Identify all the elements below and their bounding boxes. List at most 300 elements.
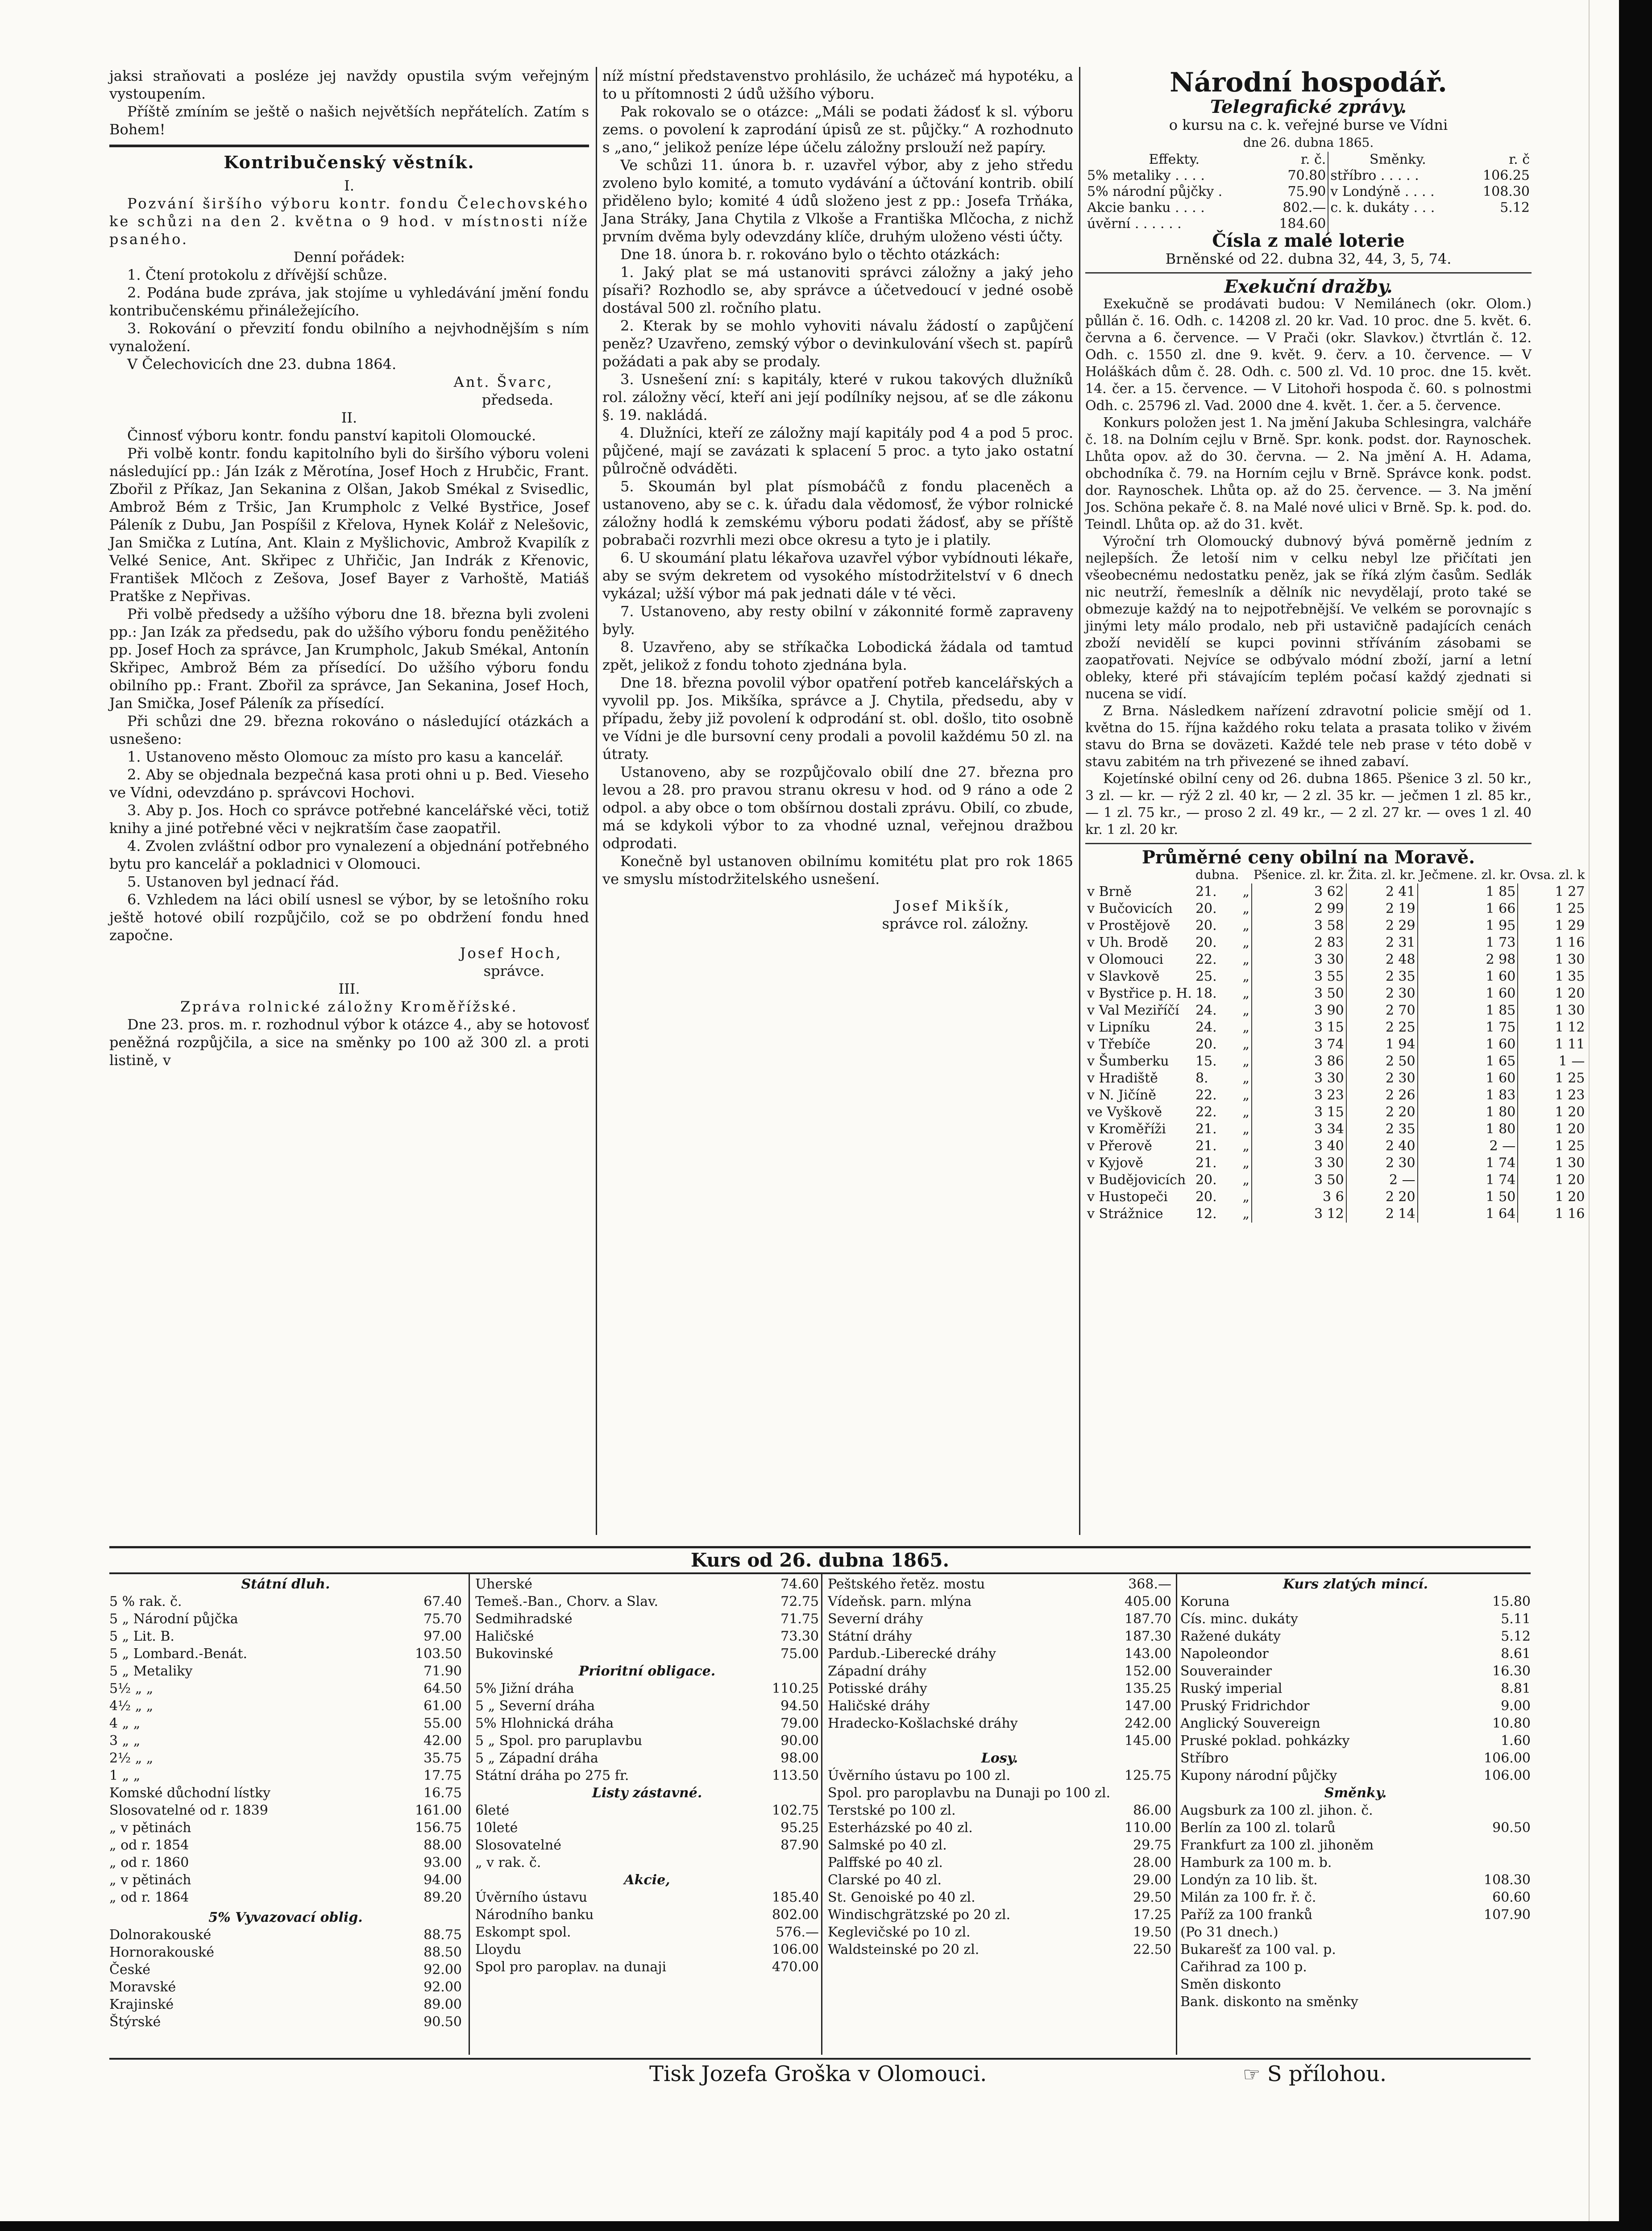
rate-row: [109, 1854, 462, 1871]
table-row: [1085, 1104, 1586, 1121]
rate-value: 5.11: [1501, 1611, 1531, 1627]
rate-row: [1180, 1889, 1531, 1906]
rate-row: [828, 1889, 1171, 1906]
rate-label: Berlín za 100 zl. tolarů: [1180, 1820, 1336, 1836]
grain-cell: 1 85: [1418, 883, 1518, 900]
rate-row: [828, 1680, 1171, 1697]
grain-cell: 2 —: [1418, 1138, 1518, 1155]
grain-cell: 1 83: [1418, 1087, 1518, 1104]
rate-row: [1180, 1802, 1531, 1819]
rate-label: Terstské po 100 zl.: [828, 1803, 956, 1818]
rate-label: Uherské: [475, 1576, 533, 1592]
telegraf-cell: Akcie banku . . . .: [1087, 200, 1205, 216]
rate-row: [109, 1819, 462, 1837]
rate-label: Hornorakouské: [109, 1945, 215, 1960]
grain-cell: 2 83: [1252, 934, 1346, 951]
rate-value: 107.90: [1484, 1907, 1531, 1923]
grain-cell: 1 12: [1518, 1019, 1586, 1036]
rate-label: 5% Hlohnická dráha: [475, 1716, 614, 1731]
grain-cell: 1 74: [1418, 1155, 1518, 1172]
grain-cell: 2 31: [1346, 934, 1418, 951]
grain-cell: 2 48: [1346, 951, 1418, 968]
rate-label: Milán za 100 fr. ř. č.: [1180, 1890, 1316, 1905]
rate-label: Státní dráhy: [828, 1629, 912, 1644]
rate-row: [828, 1663, 1171, 1680]
rate-label: Krajinské: [109, 1997, 174, 2012]
grain-cell: 22.: [1195, 1087, 1217, 1103]
rate-row: [109, 1926, 462, 1944]
exec-para: Exekučně se prodávati budou: V Nemilánech (okr. Olom.) půllán č. 16. Odh. c. 14208 zl. 20 kr. Vad. 10 proc. dne 5. květ. 6. června a 6. července. — V Prači (okr. Slavkov.) čtvrtlán č. 12. Odh. c. 1550 zl. dne 9. květ. 9. červ. a 10. července. — V Holáškách dům č. 28. Odh. c. 500 zl. Vd. 10 proc. dne 15. květ. 14. čer. a 15. července. — V Litohoři hospoda č. 60. s polnostmi Odh. c. 25796 zl. Vad. 2000 dne 4. květ. 1. čer. a 5. července.: [1085, 296, 1532, 414]
rate-row: [828, 1837, 1171, 1854]
rate-value: 75.00: [780, 1646, 819, 1662]
s2-para: 1. Ustanoveno město Olomouc za místo pro kasu a kancelář.: [127, 748, 564, 765]
table-row: [1085, 917, 1586, 934]
telegraf-header-row: [1085, 152, 1532, 168]
s2-para: Při schůzi dne 29. března rokováno o následující otázkách a usnešeno:: [109, 713, 589, 747]
grain-cell: 1 94: [1346, 1036, 1418, 1053]
rate-value: 88.75: [423, 1927, 462, 1943]
grain-cell: v Lipníku: [1087, 1020, 1150, 1035]
rate-value: 35.75: [423, 1750, 462, 1766]
grain-cell: 1 75: [1418, 1019, 1518, 1036]
table-row: [1085, 1019, 1586, 1036]
rate-row: [475, 1924, 819, 1941]
telegraf-table: [1085, 152, 1532, 232]
rate-value: 94.00: [423, 1872, 462, 1888]
rate-row: [475, 1697, 819, 1715]
rate-value: 97.00: [423, 1629, 462, 1644]
rate-row: [1180, 1941, 1531, 1958]
table-row: [1085, 968, 1586, 985]
rate-row: [475, 1576, 819, 1593]
table-row: [1085, 1155, 1586, 1172]
rate-label: Pardub.-Liberecké dráhy: [828, 1646, 996, 1662]
supplement-note: [1243, 2061, 1386, 2087]
rate-row: [1180, 1628, 1531, 1645]
kurs-subtitle: Akcie,: [624, 1872, 670, 1888]
grain-cell: „: [1242, 1172, 1249, 1188]
rate-label: 5 „ Západní dráha: [475, 1750, 598, 1766]
rate-row: [109, 1628, 462, 1645]
grain-cell: 2 30: [1346, 1155, 1418, 1172]
grain-cell: 2 26: [1346, 1087, 1418, 1104]
page-edge-right: [1619, 0, 1652, 2231]
table-row: [1085, 951, 1586, 968]
rate-row: [109, 1944, 462, 1961]
grain-cell: 20.: [1195, 935, 1217, 950]
grain-cell: v Šumberku: [1087, 1053, 1169, 1069]
grain-cell: 3 30: [1252, 951, 1346, 968]
rate-value: 145.00: [1125, 1733, 1171, 1749]
col2-para: 5. Skoumán byl plat písmobáčů z fondu placeněch a ustanoveno, aby se c. k. úřadu dala vědomosť, že výbor rolnické záložny hodlá k zemskému výboru podati žádosť, aby se příště pobrabači rozvrhli mezi obce okresu a tyto je i platily.: [602, 478, 1073, 548]
national-economist-title: Národní hospodář.: [1170, 67, 1447, 98]
rate-label: 5 „ Lit. B.: [109, 1629, 174, 1644]
rate-value: 67.40: [423, 1594, 462, 1609]
printer-imprint: Tisk Jozefa Groška v Olomouci.: [649, 2061, 987, 2086]
grain-cell: 22.: [1195, 1104, 1217, 1120]
grain-cell: 1 25: [1518, 1070, 1586, 1087]
rate-row: [109, 1802, 462, 1819]
grain-cell: 1 27: [1518, 883, 1586, 900]
table-row: [1085, 934, 1586, 951]
grain-cell: 3 15: [1252, 1019, 1346, 1036]
rate-value: 42.00: [423, 1733, 462, 1749]
col2-para: 2. Kterak by se mohlo vyhoviti návalu žádostí o zapůjčení peněz? Uzavřeno, zemský výbor o devinkulování všech st. papírů požádati a pak aby se prodaly.: [602, 317, 1073, 370]
rate-row: [475, 1750, 819, 1767]
kurs-column-state-debt: [109, 1576, 462, 2031]
s1-signature: Ant. Švarc,: [453, 373, 553, 390]
grain-cell: 1 30: [1518, 1002, 1586, 1019]
rate-label: Windischgrätzské po 20 zl.: [828, 1907, 1011, 1923]
grain-cell: „: [1242, 1070, 1249, 1086]
s2-para: Činnosť výboru kontr. fondu panství kapitoli Olomoucké.: [127, 427, 536, 444]
grain-cell: 1 20: [1518, 1121, 1586, 1138]
grain-cell: 3 74: [1252, 1036, 1346, 1053]
grain-cell: 1 16: [1518, 934, 1586, 951]
rate-value: 161.00: [415, 1803, 462, 1818]
table-row: [1085, 1087, 1586, 1104]
rate-label: 5 „ Metaliky: [109, 1663, 193, 1679]
rate-row: [1180, 1593, 1531, 1610]
kurs-column-2: [475, 1576, 819, 1976]
rate-label: 3 „ „: [109, 1733, 141, 1749]
rate-row: [828, 1576, 1171, 1593]
rate-row: [475, 1889, 819, 1906]
rate-value: 61.00: [423, 1698, 462, 1714]
s3-para: Dne 23. pros. m. r. rozhodnul výbor k otázce 4., aby se hotovosť peněžná rozpůjčila, a sice na směnky po 100 až 300 zl. a proti listině, v: [109, 1016, 589, 1069]
intro-para-1: jaksi straňovati a posléze jej navždy opustila svým veřejným vystoupením.: [109, 67, 589, 102]
rate-row: [1180, 1993, 1531, 2011]
rate-value: [1127, 1784, 1171, 1802]
rate-row: [109, 1610, 462, 1628]
rate-label: Eskompt spol.: [475, 1924, 571, 1940]
grain-title: Průměrné ceny obilní na Moravě.: [1141, 847, 1475, 868]
rate-row: [109, 1871, 462, 1889]
telegraf-cell: 5% metaliky . . . .: [1087, 168, 1205, 183]
grain-cell: 3 50: [1252, 1172, 1346, 1189]
rate-row: [109, 1767, 462, 1784]
rate-value: [1486, 1837, 1531, 1854]
exec-para: Výroční trh Olomoucký dubnový bývá poměrně jedním z nejlepších. Že letoší nim v celku nebyl lze přičítati jen všeobecnému nedostatku peněz, jak se říká zlým časům. Sedlák nic neutrží, řemeslník a dělník nic nevydělají, proto také se obmezuje každý na to nejpotřebnější. Ve velkém se porovnajíc s jinými lety málo prodalo, neb při ustavičně padajících cenách zboží nevidělí se kupci povinni stříváním zásobami se zaopatřovati. Nejvíce se odbývalo módní zboží, jarní a letní obleky, které při stávajícím teplém počasí každý zjednati si nucena se vidí.: [1085, 534, 1532, 702]
col2-para: 8. Uzavřeno, aby se stříkačka Lobodická žádala od tamtud zpět, jelikož z fondu tohoto zjednána byla.: [602, 639, 1073, 673]
grain-cell: 24.: [1195, 1020, 1217, 1035]
rate-label: „ v pětinách: [109, 1820, 191, 1836]
col2-para: Dne 18. března povolil výbor opatření potřeb kancelářských a vyvolil pp. Jos. Mikšíka, správce a J. Chytila, předsedu, aby v případu, žeby již povolení k odprodání st. obl. došlo, tito osobně ve Vídni je dle bursovní ceny prodali a povolil každému 50 zl. na útraty.: [602, 674, 1073, 763]
rate-label: Frankfurt za 100 zl. jihoněm: [1180, 1837, 1374, 1853]
rate-value: 17.75: [423, 1768, 462, 1783]
section-number-2: II.: [341, 409, 357, 426]
grain-cell: „: [1242, 884, 1249, 900]
rate-label: Haličské: [475, 1629, 534, 1644]
rate-value: 90.50: [423, 2014, 462, 2030]
rate-value: 98.00: [780, 1750, 819, 1766]
rate-label: Slosovatelné od r. 1839: [109, 1803, 268, 1818]
rate-label: Esterházské po 40 zl.: [828, 1820, 973, 1836]
rate-row: [1180, 1871, 1531, 1889]
rate-row: [109, 1593, 462, 1610]
rate-row: [1180, 1715, 1531, 1732]
rate-row: [475, 1628, 819, 1645]
rate-label: Moravské: [109, 1979, 176, 1995]
rate-row: [1180, 1732, 1531, 1750]
rate-label: Ruský imperial: [1180, 1681, 1283, 1696]
rate-label: Státní dráha po 275 fr.: [475, 1768, 629, 1783]
s1-para: Pozvání širšího výboru kontr. fondu Čelechovského ke schůzi na den 2. května o 9 hod. v místnosti níže psaného.: [109, 195, 589, 248]
rate-value: 110.00: [1125, 1820, 1171, 1836]
grain-cell: „: [1242, 1037, 1249, 1052]
rate-label: 4 „ „: [109, 1716, 141, 1731]
rate-value: 9.00: [1501, 1698, 1531, 1714]
section-title-kontribucensky: Kontribučenský věstník.: [224, 152, 475, 172]
col2-para: Pak rokovalo se o otázce: „Máli se podati žádosť k sl. výboru zems. o povolení k zaprodání úpisů ze st. půjčky.“ A rozhodnuto s „ano,“ jelikož peníze lépe účelu záložny prslouží než papíry.: [602, 103, 1073, 156]
rate-value: 470.00: [772, 1959, 819, 1975]
kurs-subtitle: Losy.: [981, 1750, 1018, 1766]
rate-row: [475, 1645, 819, 1663]
rate-row: [828, 1784, 1171, 1802]
table-row: [1085, 216, 1532, 232]
grain-cell: v Val Meziříčí: [1087, 1003, 1179, 1018]
grain-cell: 1 11: [1518, 1036, 1586, 1053]
grain-cell: v Strážnice: [1087, 1206, 1163, 1222]
section-number-1: I.: [344, 177, 354, 194]
grain-cell: „: [1242, 1155, 1249, 1171]
grain-cell: v Slavkově: [1087, 969, 1160, 984]
divider: [1085, 843, 1532, 844]
rate-row: [1180, 1976, 1531, 1993]
grain-cell: v Hradiště: [1087, 1070, 1158, 1086]
rate-row: [1180, 1924, 1531, 1941]
rate-row: [828, 1924, 1171, 1941]
grain-header: dubna.: [1195, 867, 1239, 882]
table-row: [1085, 184, 1532, 200]
grain-cell: 2 70: [1346, 1002, 1418, 1019]
rate-row: [475, 1819, 819, 1837]
rate-label: 1 „ „: [109, 1768, 141, 1783]
grain-cell: 3 86: [1252, 1053, 1346, 1070]
rate-row: [828, 1610, 1171, 1628]
rate-row: [475, 1593, 819, 1610]
exec-title: Exekuční dražby.: [1224, 276, 1393, 297]
divider: [1085, 272, 1532, 274]
rate-label: „ od r. 1864: [109, 1890, 189, 1905]
rate-row: [109, 1961, 462, 1978]
rate-value: 73.30: [780, 1629, 819, 1644]
telegraf-cell: [1467, 216, 1532, 232]
telegraf-cell: 802.—: [1283, 200, 1326, 216]
rate-row: [109, 1784, 462, 1802]
rate-label: Augsburk za 100 zl. jihon. č.: [1180, 1803, 1373, 1818]
table-row: [1085, 1121, 1586, 1138]
grain-cell: v Bystřice p. H.: [1087, 986, 1192, 1001]
rate-row: [828, 1941, 1171, 1958]
rate-label: České: [109, 1962, 151, 1978]
rate-value: 405.00: [1125, 1594, 1171, 1609]
rate-value: [1486, 1924, 1531, 1941]
intro-para-2: Příště zmíním se ještě o našich největších nepřátelích. Zatím s Bohem!: [109, 103, 589, 138]
rate-label: Hamburk za 100 m. b.: [1180, 1855, 1332, 1870]
table-row: [1085, 1172, 1586, 1189]
grain-cell: 3 30: [1252, 1155, 1346, 1172]
col2-para: Ustanoveno, aby se rozpůjčovalo obilí dne 27. března pro levou a 28. pro pravou stranu okresu v hod. od 9 ráno a ode 2 odpol. a aby obce o tom obšírnou dostali zprávu. Obilí, co zbude, má se kdykoli výbor to za vhodné uznal, veřejnou dražbou odprodati.: [602, 763, 1073, 852]
rate-row: [828, 1819, 1171, 1837]
grain-cell: 1 80: [1418, 1121, 1518, 1138]
rate-label: Kupony národní půjčky: [1180, 1768, 1337, 1783]
rate-row: [1180, 1697, 1531, 1715]
grain-cell: „: [1242, 969, 1249, 984]
telegraf-header: Effekty.: [1149, 152, 1200, 167]
rate-label: Bukovinské: [475, 1646, 553, 1662]
rate-value: 29.50: [1133, 1890, 1171, 1905]
rate-value: 102.75: [772, 1803, 819, 1818]
rate-row: [475, 1854, 819, 1871]
exec-para: Kojetínské obilní ceny od 26. dubna 1865. Pšenice 3 zl. 50 kr., 3 zl. — kr. — rýž 2 zl. 40 kr, — 2 zl. 35 kr. — ječmen 1 zl. 85 kr., — 1 zl. 75 kr., — proso 2 zl. 49 kr., — 2 zl. 27 kr. — oves 1 zl. 40 kr. 1 zl. 20 kr.: [1085, 771, 1532, 838]
grain-cell: 1 20: [1518, 1189, 1586, 1206]
rate-value: 16.30: [1492, 1663, 1531, 1679]
rate-value: 28.00: [1133, 1855, 1171, 1870]
rate-label: Cařihrad za 100 p.: [1180, 1959, 1307, 1975]
lottery-title: Čísla z malé loterie: [1212, 230, 1405, 251]
rate-value: 60.60: [1492, 1890, 1531, 1905]
grain-cell: 25.: [1195, 969, 1217, 984]
col2-para: Konečně byl ustanoven obilnímu komitétu plat pro rok 1865 ve smyslu místodržitelského usnešení.: [602, 853, 1073, 887]
grain-cell: 3 58: [1252, 917, 1346, 934]
rate-value: 95.25: [780, 1820, 819, 1836]
grain-cell: 1 74: [1418, 1172, 1518, 1189]
table-row: [1085, 168, 1532, 184]
rate-value: 368.—: [1128, 1576, 1171, 1592]
table-row: [1085, 900, 1586, 917]
rate-row: [475, 1941, 819, 1958]
rate-value: 103.50: [415, 1646, 462, 1662]
grain-cell: „: [1242, 1087, 1249, 1103]
grain-cell: 3 50: [1252, 985, 1346, 1002]
rate-value: 93.00: [423, 1855, 462, 1870]
rate-label: Stříbro: [1180, 1750, 1229, 1766]
grain-cell: 1 85: [1418, 1002, 1518, 1019]
rate-row: [1180, 1680, 1531, 1697]
grain-cell: v Brně: [1087, 884, 1132, 900]
s1-para: Denní pořádek:: [293, 249, 405, 265]
grain-cell: 1 20: [1518, 1104, 1586, 1121]
s1-para: 1. Čtení protokolu z dřívější schůze.: [127, 266, 388, 283]
rate-value: 87.90: [780, 1837, 819, 1853]
rate-row: [475, 1837, 819, 1854]
grain-cell: 1 25: [1518, 900, 1586, 917]
grain-cell: „: [1242, 901, 1249, 916]
grain-header: Pšenice. zl. kr.: [1254, 867, 1345, 882]
grain-cell: 1 65: [1418, 1053, 1518, 1070]
table-row: [1085, 1053, 1586, 1070]
grain-cell: 2 41: [1346, 883, 1418, 900]
rate-value: 185.40: [772, 1890, 819, 1905]
s1-signature-role: předseda.: [481, 391, 553, 408]
rate-value: 74.60: [780, 1576, 819, 1592]
rate-label: Západní dráhy: [828, 1663, 927, 1679]
rate-label: 10leté: [475, 1820, 518, 1836]
lottery-numbers: Brněnské od 22. dubna 32, 44, 3, 5, 74.: [1165, 250, 1452, 267]
rate-label: Lloydu: [475, 1942, 522, 1957]
rate-value: 89.20: [423, 1890, 462, 1905]
kurs-subtitle: Směnky.: [1324, 1785, 1387, 1801]
grain-cell: „: [1242, 935, 1249, 950]
grain-cell: 15.: [1195, 1053, 1217, 1069]
grain-cell: 3 62: [1252, 883, 1346, 900]
grain-cell: 1 73: [1418, 934, 1518, 951]
grain-cell: „: [1242, 952, 1249, 967]
grain-cell: 1 50: [1418, 1189, 1518, 1206]
telegraf-subtitle: o kursu na c. k. veřejné burse ve Vídni: [1169, 116, 1448, 133]
rate-row: [1180, 1645, 1531, 1663]
rate-row: [1180, 1819, 1531, 1837]
rate-value: 106.00: [772, 1942, 819, 1957]
grain-cell: 1 25: [1518, 1138, 1586, 1155]
page-edge-bottom: [0, 2221, 1652, 2231]
rate-label: Dolnorakouské: [109, 1927, 212, 1943]
exec-para: Konkurs položen jest 1. Na jmění Jakuba Schlesingra, valcháře č. 18. na Dolním cejlu v Brně. Spr. konk. podst. dor. Raynoschek. Lhůta opov. až do 30. června. — 2. Na jmění A. H. Adama, obchodníka č. 79. na Horním cejlu v Brně. Správce konk. podst. dor. Raynoschek. Lhůta op. až do 25. července. — 3. Na jmění Jos. Schöna pekaře č. 8. na Malé nové ulici v Brně. Sp. k. pod. do. Teindl. Lhůta op. až do 31. květ.: [1085, 415, 1532, 532]
kurs-rule: [821, 1573, 822, 2055]
rate-value: [1486, 1854, 1531, 1871]
s2-para: 2. Aby se objednala bezpečná kasa proti ohni u p. Bed. Vieseho ve Vídni, odevzdáno p. správcovi Hochovi.: [109, 766, 589, 801]
rate-value: 88.50: [423, 1945, 462, 1960]
rate-label: Paříž za 100 franků: [1180, 1907, 1313, 1923]
grain-cell: 2 19: [1346, 900, 1418, 917]
rate-value: 106.00: [1484, 1750, 1531, 1766]
rate-row: [828, 1802, 1171, 1819]
rate-row: [109, 1663, 462, 1680]
telegraf-title: Telegrafické zprávy.: [1210, 96, 1407, 117]
column-1: [109, 67, 589, 1069]
rate-label: Hradecko-Košlachské dráhy: [828, 1716, 1018, 1731]
grain-cell: 2 20: [1346, 1189, 1418, 1206]
table-row: [1085, 883, 1586, 900]
rate-value: 88.00: [423, 1837, 462, 1853]
rate-value: [1486, 1976, 1531, 1993]
col2-signature-role: správce rol. záložny.: [882, 915, 1029, 932]
rate-value: 242.00: [1125, 1716, 1171, 1731]
rate-value: 8.61: [1501, 1646, 1531, 1662]
rate-value: 135.25: [1125, 1681, 1171, 1696]
rate-row: [1180, 1750, 1531, 1767]
rate-label: Salmské po 40 zl.: [828, 1837, 947, 1853]
kurs-subtitle: Kurs zlatých mincí.: [1283, 1576, 1428, 1592]
s1-para: V Čelechovicích dne 23. dubna 1864.: [127, 356, 397, 373]
grain-cell: 2 —: [1346, 1172, 1418, 1189]
rate-label: Úvěrního ústavu: [475, 1890, 588, 1905]
grain-cell: 8.: [1195, 1070, 1208, 1086]
grain-cell: 2 14: [1346, 1206, 1418, 1223]
rate-row: [1180, 1767, 1531, 1784]
grain-cell: ve Vyškově: [1087, 1104, 1162, 1120]
rate-value: 86.00: [1133, 1803, 1171, 1818]
rate-label: Slosovatelné: [475, 1837, 561, 1853]
rate-row: [1180, 1906, 1531, 1924]
rate-label: (Po 31 dnech.): [1180, 1924, 1278, 1940]
column-rule-1: [596, 67, 597, 1535]
rate-row: [1180, 1663, 1531, 1680]
grain-cell: 2 50: [1346, 1053, 1418, 1070]
grain-cell: 1 23: [1518, 1087, 1586, 1104]
rate-label: Temeš.-Ban., Chorv. a Slav.: [475, 1594, 659, 1609]
rate-value: 106.00: [1484, 1768, 1531, 1783]
grain-cell: v Budějovicích: [1087, 1172, 1186, 1188]
rate-value: 147.00: [1125, 1698, 1171, 1714]
s2-para: Při volbě předsedy a užšího výboru dne 18. března byli zvoleni pp.: Jan Izák za předsedu, pak do užšího výboru fondu peněžitého pp. Josef Hoch za správce, Jan Krumpholc, Jakub Smékal, Antonín Skřipec, Ambrož Bém za přísedící. Do užšího výboru fondu obilního pp.: Frant. Zbořil za správce, Jan Sekanina, Josef Hoch, Jan Smička, Josef Páleník za přísedící.: [109, 605, 589, 712]
rate-value: 576.—: [776, 1924, 819, 1940]
col2-para: níž místní představenstvo prohlásilo, že ucházeč má hypotéku, a to u přítomnosti 2 údů užšího výboru.: [602, 67, 1073, 102]
table-row: [1085, 1070, 1586, 1087]
table-row: [1085, 985, 1586, 1002]
kurs-subtitle: Prioritní obligace.: [578, 1663, 716, 1679]
